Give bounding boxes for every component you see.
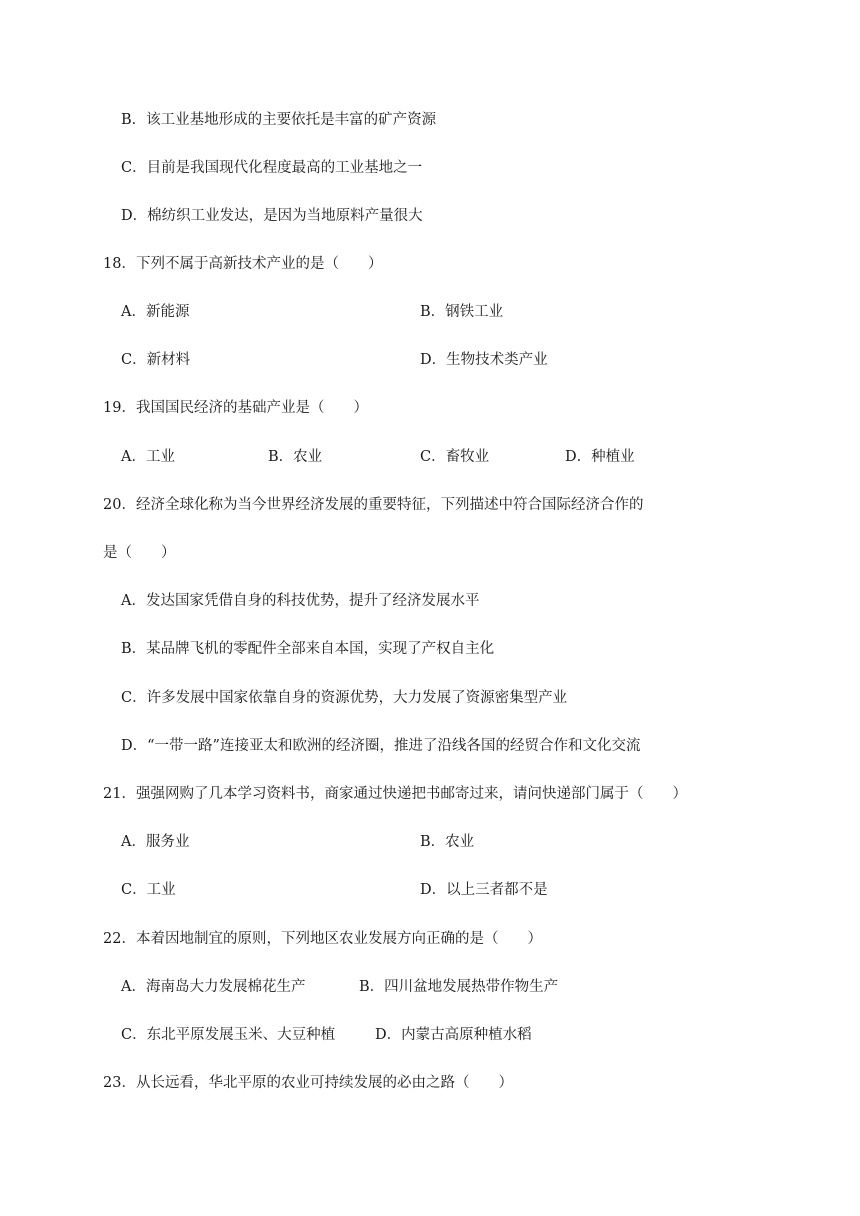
q22-option-c: C．东北平原发展玉米、大豆种植 [121,1027,336,1043]
q22-option-a: A．海南岛大力发展棉花生产 [121,979,306,995]
q18-option-b: B．钢铁工业 [420,304,504,320]
q20-option-c: C．许多发展中国家依靠自身的资源优势，大力发展了资源密集型产业 [121,690,568,706]
q17-option-b: B．该工业基地形成的主要依托是丰富的矿产资源 [121,112,437,128]
q19-option-a: A．工业 [121,449,175,465]
q18-option-d: D．生物技术类产业 [420,352,548,368]
question-18: 18．下列不属于高新技术产业的是（ ） [103,256,383,272]
q19-option-d: D．种植业 [565,449,635,465]
q22-option-b: B．四川盆地发展热带作物生产 [359,979,559,995]
question-22: 22．本着因地制宜的原则，下列地区农业发展方向正确的是（ ） [103,931,542,947]
q20-option-a: A．发达国家凭借自身的科技优势，提升了经济发展水平 [121,593,480,609]
q22-option-d: D．内蒙古高原种植水稻 [375,1027,532,1043]
question-23: 23．从长远看，华北平原的农业可持续发展的必由之路（ ） [103,1075,513,1091]
q17-option-c: C．目前是我国现代化程度最高的工业基地之一 [121,160,423,176]
question-19: 19．我国国民经济的基础产业是（ ） [103,400,368,416]
question-20-continued: 是（ ） [103,545,176,561]
q19-option-b: B．农业 [268,449,323,465]
q18-option-a: A．新能源 [121,304,190,320]
q20-option-b: B．某品牌飞机的零配件全部来自本国，实现了产权自主化 [121,641,495,657]
question-21: 21．强强网购了几本学习资料书，商家通过快递把书邮寄过来，请问快递部门属于（ ） [103,786,687,802]
q19-option-c: C．畜牧业 [420,449,490,465]
q21-option-b: B．农业 [420,834,475,850]
q17-option-d: D．棉纺织工业发达，是因为当地原料产量很大 [121,208,423,224]
q21-option-c: C．工业 [121,882,176,898]
q21-option-a: A．服务业 [121,834,190,850]
q18-option-c: C．新材料 [121,352,191,368]
question-20: 20．经济全球化称为当今世界经济发展的重要特征，下列描述中符合国际经济合作的 [103,497,644,513]
q21-option-d: D．以上三者都不是 [420,882,548,898]
q20-option-d: D．“一带一路”连接亚太和欧洲的经济圈，推进了沿线各国的经贸合作和文化交流 [121,738,641,754]
